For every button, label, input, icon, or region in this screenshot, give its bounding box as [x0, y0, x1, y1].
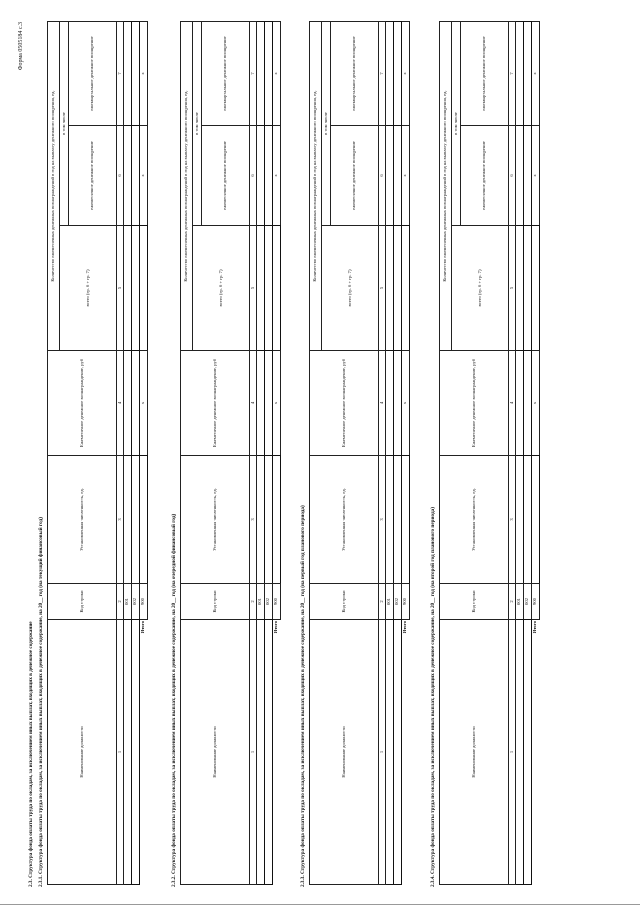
column-number: 5 [250, 226, 257, 351]
col-total-header: всего (гр. 6 + гр. 7) [60, 226, 117, 351]
total-sum-cell[interactable] [532, 226, 540, 351]
monthly-bonus-cell[interactable] [132, 126, 140, 226]
col-staff-header: Установленная численность, ед. [310, 456, 379, 584]
block-title: 2.3.2. Структура фонда оплаты труда по окладам, за исключением иных выплат, входящих в денежное содержание, на 20__ год (на очередной финансовый год) [171, 513, 177, 887]
col-monthly-bonus-header: ежемесячное денежное поощрение [331, 126, 379, 226]
col-monthly-header: Ежемесячное денежное вознаграждение, руб [48, 351, 117, 456]
column-number: 3 [117, 456, 124, 584]
extra-bonus-cell[interactable] [394, 21, 402, 125]
column-number: 6 [379, 126, 386, 226]
structure-table [439, 21, 540, 885]
total-staff-cell[interactable] [402, 456, 410, 584]
column-number: 4 [117, 351, 124, 456]
x-mark: x [273, 21, 281, 125]
total-code: 900 [402, 584, 410, 620]
structure-table [309, 21, 410, 885]
total-code: 900 [273, 584, 281, 620]
x-mark: x [402, 126, 410, 226]
extra-bonus-cell[interactable] [524, 21, 532, 125]
x-mark: x [532, 21, 540, 125]
form-number: Форма 0505184 с.3 [18, 22, 24, 71]
col-total-header: всего (гр. 6 + гр. 7) [452, 226, 509, 351]
column-number: 2 [117, 584, 124, 620]
monthly-cell[interactable] [124, 351, 132, 456]
x-mark: x [273, 351, 281, 456]
block-title: 2.3.1. Структура фонда оплаты труда по окладам, за исключением иных выплат, входящих в денежное содержание, на 20__ год (на текущий финансовый год) [38, 517, 44, 887]
col-incl-header: в том числе [60, 21, 69, 225]
row-code: 001 [124, 584, 132, 620]
column-number: 4 [250, 351, 257, 456]
col-position-header: Наименование должности [440, 620, 509, 885]
total-cell[interactable] [265, 226, 273, 351]
col-code-header: Код строки [310, 584, 379, 620]
total-cell[interactable] [394, 226, 402, 351]
total-cell[interactable] [257, 226, 265, 351]
x-mark: x [402, 351, 410, 456]
col-position-header: Наименование должности [310, 620, 379, 885]
total-cell[interactable] [132, 226, 140, 351]
x-mark: x [532, 126, 540, 226]
x-mark: x [273, 126, 281, 226]
column-number: 6 [250, 126, 257, 226]
position-cell[interactable] [124, 620, 132, 885]
column-number: 7 [379, 21, 386, 125]
monthly-cell[interactable] [257, 351, 265, 456]
col-extra-bonus-header: ежеквартальное денежное поощрение [461, 21, 509, 125]
row-code: 002 [524, 584, 532, 620]
monthly-cell[interactable] [394, 351, 402, 456]
column-number: 7 [117, 21, 124, 125]
monthly-cell[interactable] [265, 351, 273, 456]
staff-cell[interactable] [257, 456, 265, 584]
structure-table [180, 21, 281, 885]
staff-cell[interactable] [516, 456, 524, 584]
total-cell[interactable] [124, 226, 132, 351]
column-number: 2 [509, 584, 516, 620]
staff-cell[interactable] [386, 456, 394, 584]
col-extra-bonus-header: ежеквартальное денежное поощрение [69, 21, 117, 125]
col-count-header: Количество ежемесячных денежных вознаграждений в год на выплату денежного поощрения, ед. [181, 21, 193, 350]
position-cell[interactable] [132, 620, 140, 885]
position-cell[interactable] [386, 620, 394, 885]
column-number: 1 [379, 620, 386, 885]
x-mark: x [140, 21, 148, 125]
col-code-header: Код строки [440, 584, 509, 620]
monthly-cell[interactable] [386, 351, 394, 456]
block-title: 2.3.3. Структура фонда оплаты труда по окладам, за исключением иных выплат, входящих в денежное содержание, на 20__ год (на первый год планового периода) [300, 505, 306, 887]
col-position-header: Наименование должности [181, 620, 250, 885]
col-monthly-header: Ежемесячное денежное вознаграждение, руб [440, 351, 509, 456]
total-code: 900 [140, 584, 148, 620]
staff-cell[interactable] [132, 456, 140, 584]
total-label: Итого [140, 621, 146, 634]
col-staff-header: Установленная численность, ед. [48, 456, 117, 584]
col-position-header: Наименование должности [48, 620, 117, 885]
monthly-cell[interactable] [524, 351, 532, 456]
block-title: 2.3.4. Структура фонда оплаты труда по окладам, за исключением иных выплат, входящих в денежное содержание, на 20__ год (на второй год планового периода) [430, 507, 436, 887]
total-cell[interactable] [516, 226, 524, 351]
col-monthly-header: Ежемесячное денежное вознаграждение, руб [181, 351, 250, 456]
col-incl-header: в том числе [322, 21, 331, 225]
staff-cell[interactable] [524, 456, 532, 584]
col-incl-header: в том числе [452, 21, 461, 225]
column-number: 1 [250, 620, 257, 885]
col-monthly-bonus-header: ежемесячное денежное поощрение [69, 126, 117, 226]
extra-bonus-cell[interactable] [386, 21, 394, 125]
monthly-bonus-cell[interactable] [394, 126, 402, 226]
monthly-bonus-cell[interactable] [257, 126, 265, 226]
column-number: 3 [250, 456, 257, 584]
col-count-header: Количество ежемесячных денежных вознаграждений в год на выплату денежного поощрения, ед. [440, 21, 452, 350]
total-sum-cell[interactable] [140, 226, 148, 351]
extra-bonus-cell[interactable] [265, 21, 273, 125]
column-number: 4 [379, 351, 386, 456]
col-incl-header: в том числе [193, 21, 202, 225]
col-extra-bonus-header: ежеквартальное денежное поощрение [331, 21, 379, 125]
extra-bonus-cell[interactable] [124, 21, 132, 125]
total-staff-cell[interactable] [140, 456, 148, 584]
column-number: 6 [509, 126, 516, 226]
monthly-cell[interactable] [516, 351, 524, 456]
col-code-header: Код строки [48, 584, 117, 620]
column-number: 2 [379, 584, 386, 620]
total-sum-cell[interactable] [402, 226, 410, 351]
col-monthly-header: Ежемесячное денежное вознаграждение, руб [310, 351, 379, 456]
col-monthly-bonus-header: ежемесячное денежное поощрение [461, 126, 509, 226]
total-cell[interactable] [524, 226, 532, 351]
row-code: 002 [265, 584, 273, 620]
column-number: 5 [117, 226, 124, 351]
col-staff-header: Установленная численность, ед. [440, 456, 509, 584]
staff-cell[interactable] [265, 456, 273, 584]
col-count-header: Количество ежемесячных денежных вознаграждений в год на выплату денежного поощрения, ед. [310, 21, 322, 350]
x-mark: x [402, 21, 410, 125]
column-number: 3 [379, 456, 386, 584]
staff-cell[interactable] [394, 456, 402, 584]
column-number: 5 [379, 226, 386, 351]
monthly-bonus-cell[interactable] [124, 126, 132, 226]
monthly-bonus-cell[interactable] [524, 126, 532, 226]
monthly-cell[interactable] [132, 351, 140, 456]
col-total-header: всего (гр. 6 + гр. 7) [193, 226, 250, 351]
row-code: 002 [394, 584, 402, 620]
column-number: 2 [250, 584, 257, 620]
position-cell[interactable] [394, 620, 402, 885]
total-code: 900 [532, 584, 540, 620]
column-number: 1 [509, 620, 516, 885]
column-number: 1 [117, 620, 124, 885]
total-cell[interactable] [386, 226, 394, 351]
column-number: 4 [509, 351, 516, 456]
total-label: Итого [273, 621, 279, 634]
col-code-header: Код строки [181, 584, 250, 620]
col-count-header: Количество ежемесячных денежных вознаграждений в год на выплату денежного поощрения, ед. [48, 21, 60, 350]
position-cell[interactable] [516, 620, 524, 885]
x-mark: x [140, 351, 148, 456]
col-extra-bonus-header: ежеквартальное денежное поощрение [202, 21, 250, 125]
extra-bonus-cell[interactable] [257, 21, 265, 125]
monthly-bonus-cell[interactable] [265, 126, 273, 226]
row-code: 001 [516, 584, 524, 620]
column-number: 3 [509, 456, 516, 584]
total-staff-cell[interactable] [273, 456, 281, 584]
total-sum-cell[interactable] [273, 226, 281, 351]
position-cell[interactable] [257, 620, 265, 885]
monthly-bonus-cell[interactable] [386, 126, 394, 226]
section-title: 2.3. Структура фонда оплаты труда по окладам, за исключением иных выплат, входящих в денежное содержание [28, 621, 34, 887]
position-cell[interactable] [524, 620, 532, 885]
total-label: Итого [402, 621, 408, 634]
column-number: 6 [117, 126, 124, 226]
column-number: 7 [509, 21, 516, 125]
row-code: 002 [132, 584, 140, 620]
structure-table [47, 21, 148, 885]
row-code: 001 [257, 584, 265, 620]
x-mark: x [532, 351, 540, 456]
x-mark: x [140, 126, 148, 226]
row-code: 001 [386, 584, 394, 620]
column-number: 7 [250, 21, 257, 125]
total-staff-cell[interactable] [532, 456, 540, 584]
col-staff-header: Установленная численность, ед. [181, 456, 250, 584]
position-cell[interactable] [265, 620, 273, 885]
col-monthly-bonus-header: ежемесячное денежное поощрение [202, 126, 250, 226]
total-label: Итого [532, 621, 538, 634]
staff-cell[interactable] [124, 456, 132, 584]
monthly-bonus-cell[interactable] [516, 126, 524, 226]
col-total-header: всего (гр. 6 + гр. 7) [322, 226, 379, 351]
extra-bonus-cell[interactable] [516, 21, 524, 125]
extra-bonus-cell[interactable] [132, 21, 140, 125]
column-number: 5 [509, 226, 516, 351]
